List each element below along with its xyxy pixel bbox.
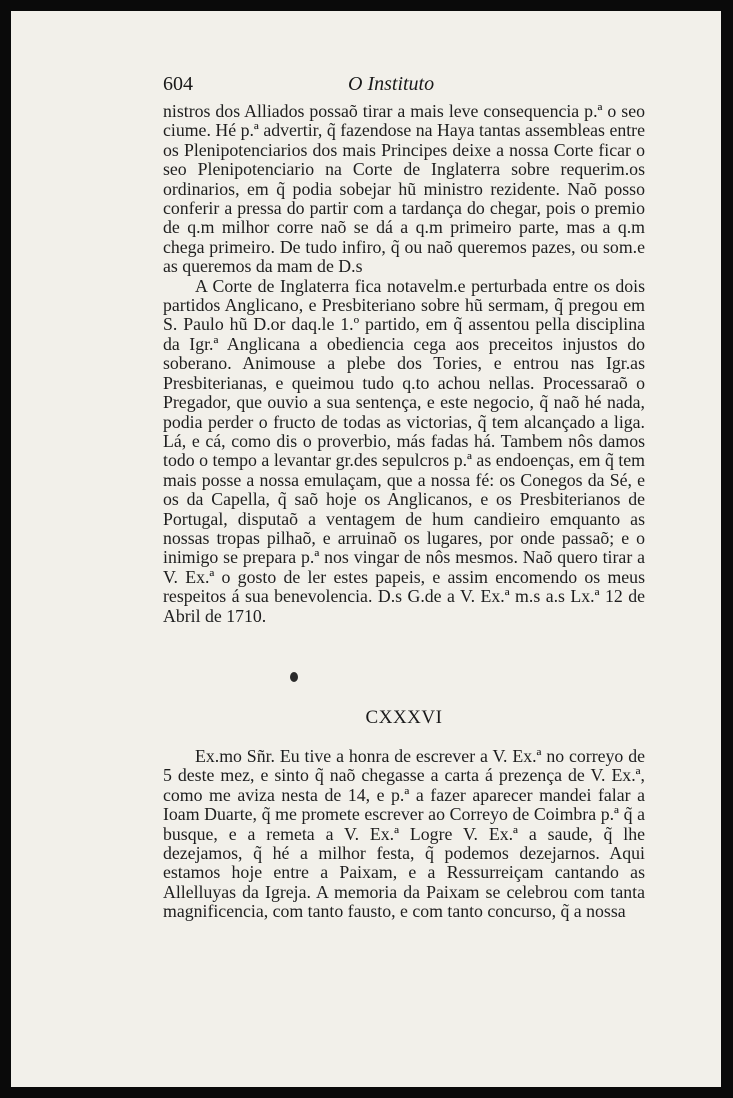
paragraph: A Corte de Inglaterra fica notavelm.e perturbada entre os dois partidos Anglicano, e Presbiteriano sobre hũ sermam, q̃ pregou em S. Paulo hũ D.or daq.le 1.º partido, em q̃ assentou pella disciplina da Igr.ª Anglicana a obediencia cega aos preceitos injustos do soberano. Animouse a plebe dos Tories, e entrou nas Igr.as Presbiterianas, e queimou tudo q.to achou nellas. Processaraõ o Pregador, que ouvio a sua sentença, e este negocio, q̃ naõ hé nada, podia perder o fructo de todas as victorias, q̃ tem alcançado a liga. Lá, e cá, como dis o proverbio, más fadas há. Tambem nôs damos todo o tempo a levantar gr.des sepulcros p.ª as endoenças, em q̃ tem mais posse a nossa emulaçam, que a nossa fé: os Conegos da Sé, e os da Capella, q̃ saõ hoje os Anglicanos, e os Presbiterianos de Portugal, disputaõ a ventagem de hum candieiro emquanto as nossas tropas pilhaõ, e arruinaõ os lugares, por onde passaõ; e o inimigo se prepara p.ª nos vingar de nôs mesmos. Naõ quero tirar a V. Ex.ª o gosto de ler estes papeis, e assim encomendo os meus respeitos á sua benevolencia. D.s G.de a V. Ex.ª m.s a.s Lx.ª 12 de Abril de 1710. (163, 275, 645, 626)
running-title: O Instituto (348, 73, 435, 95)
page-number: 604 (163, 73, 193, 95)
page-header (163, 73, 645, 103)
paragraph: nistros dos Alliados possaõ tirar a mais leve consequencia p.ª o seo ciume. Hé p.ª advertir, q̃ fazendose na Haya tantas assembleas entre os Plenipotenciarios dos mais Principes deixe a nossa Corte ficar o seo Plenipotenciario na Corte de Inglaterra sobre requerim.os ordinarios, em q̃ podia sobejar hũ ministro rezidente. Naõ posso conferir a pressa do partir com a tardança do chegar, pois o premio de q.m milhor corre naõ se dá a q.m primeiro parte, mas a q.m chega primeiro. De tudo infiro, q̃ ou naõ queremos pazes, ou som.e as queremos da mam de D.s (163, 101, 645, 277)
section-heading: CXXXVI (365, 707, 443, 728)
book-page (11, 11, 721, 1087)
letter-body (163, 747, 645, 922)
ink-blot (290, 672, 298, 682)
letter-continuation (163, 102, 645, 626)
paragraph: Ex.mo Sñr. Eu tive a honra de escrever a V. Ex.ª no correyo de 5 deste mez, e sinto q̃ naõ chegasse a carta á prezença de V. Ex.ª, como me aviza nesta de 14, e p.ª a fazer aparecer mandei falar a Ioam Duarte, q̃ me promete escrever ao Correyo de Coimbra p.ª q̃ a busque, e a remeta a V. Ex.ª Logre V. Ex.ª a saude, q̃ lhe dezejamos, q̃ hé a milhor festa, q̃ podemos dezejarnos. Aqui estamos hoje entre a Paixam, e a Ressurreiçam cantando as Allelluyas da Igreja. A memoria da Paixam se celebrou com tanta magnificencia, com tanto fausto, e com tanto concurso, q̃ a nossa (163, 746, 645, 922)
